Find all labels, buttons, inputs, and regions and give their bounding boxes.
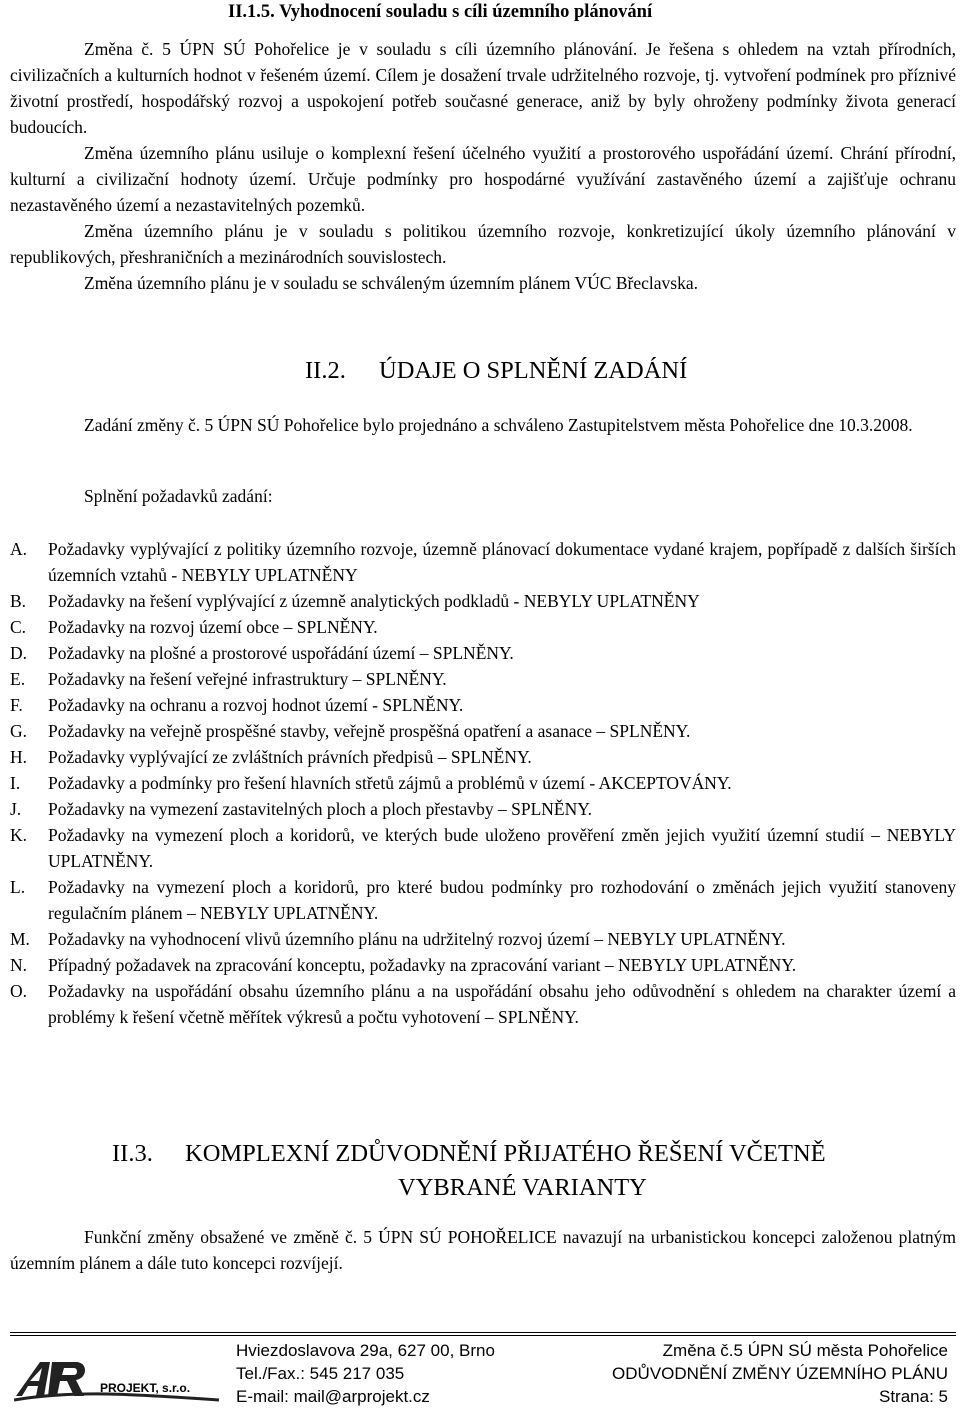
paragraph-assignment: Zadání změny č. 5 ÚPN SÚ Pohořelice bylo projednáno a schváleno Zastupitelstvem města Pohořelice dne 10.3.2008.	[84, 415, 913, 435]
paragraph-vuc: Změna územního plánu je v souladu se schváleným územním plánem VÚC Břeclavska.	[84, 273, 698, 293]
list-item: H. Požadavky vyplývající ze zvláštních právních předpisů – SPLNĚNY.	[10, 747, 532, 767]
company-logo	[14, 1356, 229, 1404]
logo-r-shape	[48, 1362, 85, 1396]
paragraph-plan-effort: Změna územního plánu usiluje o komplexní řešení účelného využití a prostorového uspořádání území. Chrání přírodní, kulturní a civilizační hodnoty území. Určuje podmínky pro hospodárné využívání zastavěného území a zajišťuje ochranu nezastavěného území a nezastavitelných pozemků.	[10, 143, 956, 215]
footer-page-number: Strana: 5	[879, 1387, 948, 1406]
list-item: J. Požadavky na vymezení zastavitelných ploch a ploch přestavby – SPLNĚNY.	[10, 799, 592, 819]
section-heading-2	[305, 357, 687, 385]
list-item: G. Požadavky na veřejně prospěšné stavby, veřejně prospěšná opatření a asanace – SPLNĚNY.	[10, 721, 691, 741]
section-heading-1-5: II.1.5. Vyhodnocení souladu s cíli územního plánování	[228, 2, 653, 22]
list-item: E. Požadavky na řešení veřejné infrastruktury – SPLNĚNY.	[10, 669, 447, 689]
list-item: B. Požadavky na řešení vyplývající z územně analytických podkladů - NEBYLY UPLATNĚNY	[10, 591, 700, 611]
section-number: II.3.	[112, 1140, 153, 1167]
footer-document-info	[612, 1339, 948, 1408]
paragraph-policy: Změna územního plánu je v souladu s politikou územního rozvoje, konkretizující úkoly územního plánování v republikových, přeshraničních a mezinárodních souvislostech.	[10, 221, 956, 267]
paragraph-functional-changes: Funkční změny obsažené ve změně č. 5 ÚPN SÚ POHOŘELICE navazují na urbanistickou koncepci založenou platným územním plánem a dále tuto koncepci rozvíjejí.	[10, 1227, 956, 1273]
list-item: C. Požadavky na rozvoj území obce – SPLNĚNY.	[10, 617, 378, 637]
requirements-list	[10, 536, 956, 1030]
footer-contact	[236, 1339, 495, 1408]
list-item: A. Požadavky vyplývající z politiky územního rozvoje, územně plánovací dokumentace vydané krajem, popřípadě z dalších širších územních vztahů - NEBYLY UPLATNĚNY	[10, 539, 956, 585]
footer-address: Hviezdoslavova 29a, 627 00, Brno	[236, 1341, 495, 1360]
list-item: L. Požadavky na vymezení ploch a koridorů, pro které budou podmínky pro rozhodování o změnách jejich využití stanoveny regulačním plánem – NEBYLY UPLATNĚNY.	[10, 877, 956, 923]
paragraph-goals: Změna č. 5 ÚPN SÚ Pohořelice je v souladu s cíli územního plánování. Je řešena s ohledem na vztah přírodních, civilizačních a kulturních hodnot v řešeném území. Cílem je dosažení trvale udržitelného rozvoje, tj. vytvoření podmínek pro příznivé životní prostředí, hospodářský rozvoj a uspokojení potřeb současné generace, aniž by byly ohroženy podmínky života generací budoucích.	[10, 39, 956, 137]
section-heading-3	[112, 1137, 826, 1201]
list-item: F. Požadavky na ochranu a rozvoj hodnot území - SPLNĚNY.	[10, 695, 464, 715]
section-title: ÚDAJE O SPLNĚNÍ ZADÁNÍ	[379, 357, 688, 384]
section-number: II.2.	[305, 357, 346, 384]
requirements-subheading: Splnění požadavků zadání:	[84, 486, 273, 506]
list-item: D. Požadavky na plošné a prostorové uspořádání území – SPLNĚNY.	[10, 643, 514, 663]
list-item: N. Případný požadavek na zpracování konceptu, požadavky na zpracování variant – NEBYLY UPLATNĚNY.	[10, 955, 797, 975]
list-item: M. Požadavky na vyhodnocení vlivů územního plánu na udržitelný rozvoj území – NEBYLY UPLATNĚNY.	[10, 929, 786, 949]
list-item: K. Požadavky na vymezení ploch a koridorů, ve kterých bude uloženo prověření změn jejich využití územní studií – NEBYLY UPLATNĚNY.	[10, 825, 956, 871]
footer-divider	[10, 1335, 956, 1336]
logo-a-shape	[16, 1362, 50, 1396]
section-title-line2: VYBRANÉ VARIANTY	[398, 1174, 647, 1201]
footer-doc-title: Změna č.5 ÚPN SÚ města Pohořelice	[662, 1341, 948, 1360]
section-title-line1: KOMPLEXNÍ ZDŮVODNĚNÍ PŘIJATÉHO ŘEŠENÍ VČETNĚ	[185, 1140, 826, 1167]
footer-divider	[10, 1332, 956, 1333]
list-item: O. Požadavky na uspořádání obsahu územního plánu a na uspořádání obsahu jeho odůvodnění s ohledem na charakter území a problémy k řešení včetně měřítek výkresů a počtu vyhotovení – SPLNĚNY.	[10, 981, 956, 1027]
footer-email[interactable]: E-mail: mail@arprojekt.cz	[236, 1387, 430, 1406]
footer-phone: Tel./Fax.: 545 217 035	[236, 1364, 405, 1383]
logo-company-name: PROJEKT, s.r.o.	[100, 1381, 191, 1395]
footer-doc-subtitle: ODŮVODNĚNÍ ZMĚNY ÚZEMNÍHO PLÁNU	[612, 1364, 948, 1383]
list-item: I. Požadavky a podmínky pro řešení hlavních střetů zájmů a problémů v území - AKCEPTOVÁNY.	[10, 773, 732, 793]
